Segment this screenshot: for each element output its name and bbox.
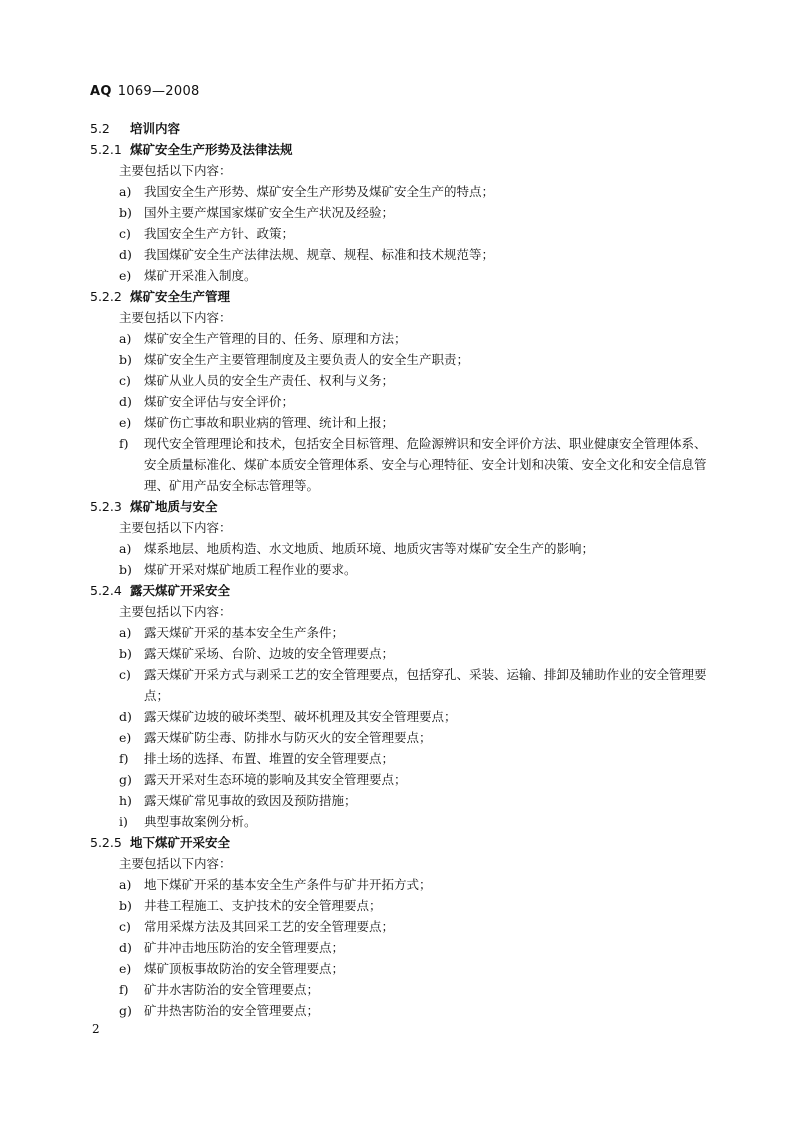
list-item-text: 煤系地层、地质构造、水文地质、地质环境、地质灾害等对煤矿安全生产的影响； — [144, 541, 595, 556]
list-marker: d) — [119, 940, 132, 955]
list-item — [90, 559, 715, 580]
list-item — [90, 769, 715, 790]
document-body — [90, 118, 715, 1021]
list-item-text: 露天煤矿防尘毒、防排水与防灭火的安全管理要点； — [144, 730, 432, 745]
list-item — [90, 223, 715, 244]
section-heading — [90, 118, 715, 139]
list-marker: a) — [119, 541, 132, 556]
list-item — [90, 895, 715, 916]
list-item — [90, 937, 715, 958]
section-heading — [90, 580, 715, 601]
section-heading — [90, 496, 715, 517]
list-item — [90, 181, 715, 202]
section-heading — [90, 139, 715, 160]
section-number: 5.2 — [90, 121, 110, 136]
list-item-text: 煤矿安全生产管理的目的、任务、原理和方法； — [144, 331, 407, 346]
list-item — [90, 328, 715, 349]
list-item-text: 排土场的选择、布置、堆置的安全管理要点； — [144, 751, 395, 766]
list-marker: a) — [119, 331, 132, 346]
list-item-text: 煤矿开采准入制度。 — [144, 268, 257, 283]
list-item — [90, 1000, 715, 1021]
list-item — [90, 979, 715, 1000]
page-number: 2 — [92, 1022, 100, 1036]
list-item-text: 露天煤矿开采方式与剥采工艺的安全管理要点，包括穿孔、采装、运输、排卸及辅助作业的安全管理要点； — [144, 667, 707, 703]
section-title: 煤矿安全生产形势及法律法规 — [130, 142, 293, 157]
list-item-text: 煤矿从业人员的安全生产责任、权利与义务； — [144, 373, 395, 388]
section-intro: 主要包括以下内容： — [119, 310, 232, 325]
list-item — [90, 433, 715, 496]
list-item-text: 现代安全管理理论和技术，包括安全目标管理、危险源辨识和安全评价方法、职业健康安全管理体系、安全质量标准化、煤矿本质安全管理体系、安全与心理特征、安全计划和决策、安全文化和安全信息管理、矿用产品安全标志管理等。 — [144, 436, 707, 493]
list-item — [90, 265, 715, 286]
section-number: 5.2.5 — [90, 835, 122, 850]
list-marker: c) — [119, 373, 131, 388]
section-title: 煤矿地质与安全 — [130, 499, 218, 514]
standard-code: AQ — [90, 84, 112, 99]
list-marker: f) — [119, 982, 129, 997]
list-item — [90, 349, 715, 370]
list-item-text: 典型事故案例分析。 — [144, 814, 257, 829]
list-item-text: 常用采煤方法及其回采工艺的安全管理要点； — [144, 919, 395, 934]
list-item-text: 露天煤矿常见事故的致因及预防措施； — [144, 793, 357, 808]
list-marker: d) — [119, 709, 132, 724]
list-marker: i) — [119, 814, 128, 829]
list-item-text: 露天煤矿开采的基本安全生产条件； — [144, 625, 345, 640]
list-item — [90, 412, 715, 433]
list-item-text: 煤矿开采对煤矿地质工程作业的要求。 — [144, 562, 357, 577]
list-item — [90, 706, 715, 727]
section-title: 培训内容 — [130, 121, 181, 136]
list-marker: e) — [119, 415, 132, 430]
list-marker: a) — [119, 625, 132, 640]
section-title: 地下煤矿开采安全 — [130, 835, 231, 850]
section-number: 5.2.3 — [90, 499, 122, 514]
list-marker: f) — [119, 751, 129, 766]
list-marker: d) — [119, 247, 132, 262]
list-marker: h) — [119, 793, 132, 808]
section-title: 煤矿安全生产管理 — [130, 289, 231, 304]
list-marker: c) — [119, 226, 131, 241]
list-item-text: 国外主要产煤国家煤矿安全生产状况及经验； — [144, 205, 395, 220]
list-marker: b) — [119, 898, 132, 913]
section-intro: 主要包括以下内容： — [119, 520, 232, 535]
list-marker: c) — [119, 919, 131, 934]
list-item-text: 露天煤矿采场、台阶、边坡的安全管理要点； — [144, 646, 395, 661]
list-item-text: 露天开采对生态环境的影响及其安全管理要点； — [144, 772, 407, 787]
list-item — [90, 538, 715, 559]
section-number: 5.2.2 — [90, 289, 122, 304]
list-item-text: 井巷工程施工、支护技术的安全管理要点； — [144, 898, 382, 913]
list-item — [90, 811, 715, 832]
standard-number: 1069—2008 — [117, 84, 200, 99]
list-marker: c) — [119, 667, 131, 682]
section-intro: 主要包括以下内容： — [119, 856, 232, 871]
list-item-text: 我国煤矿安全生产法律法规、规章、规程、标准和技术规范等； — [144, 247, 495, 262]
list-marker: b) — [119, 205, 132, 220]
list-item-text: 煤矿安全生产主要管理制度及主要负责人的安全生产职责； — [144, 352, 470, 367]
list-item — [90, 202, 715, 223]
list-marker: e) — [119, 961, 132, 976]
list-item-text: 露天煤矿边坡的破坏类型、破坏机理及其安全管理要点； — [144, 709, 457, 724]
list-item-text: 煤矿安全评估与安全评价； — [144, 394, 295, 409]
section-heading — [90, 286, 715, 307]
list-marker: e) — [119, 268, 132, 283]
list-item — [90, 643, 715, 664]
list-item — [90, 370, 715, 391]
list-item — [90, 748, 715, 769]
section-number: 5.2.1 — [90, 142, 122, 157]
list-marker: b) — [119, 646, 132, 661]
list-marker: a) — [119, 877, 132, 892]
list-item — [90, 874, 715, 895]
list-item-text: 矿井冲击地压防治的安全管理要点； — [144, 940, 345, 955]
list-item-text: 我国安全生产方针、政策； — [144, 226, 295, 241]
standard-header — [90, 84, 200, 99]
section-title: 露天煤矿开采安全 — [130, 583, 231, 598]
list-item — [90, 790, 715, 811]
list-item — [90, 244, 715, 265]
section-intro: 主要包括以下内容： — [119, 604, 232, 619]
list-item-text: 地下煤矿开采的基本安全生产条件与矿井开拓方式； — [144, 877, 432, 892]
list-item-text: 矿井热害防治的安全管理要点； — [144, 1003, 320, 1018]
list-marker: e) — [119, 730, 132, 745]
section-intro: 主要包括以下内容： — [119, 163, 232, 178]
list-marker: f) — [119, 436, 129, 451]
list-marker: g) — [119, 1003, 132, 1018]
list-marker: g) — [119, 772, 132, 787]
list-item — [90, 958, 715, 979]
section-heading — [90, 832, 715, 853]
list-item-text: 我国安全生产形势、煤矿安全生产形势及煤矿安全生产的特点； — [144, 184, 495, 199]
list-item — [90, 916, 715, 937]
list-item — [90, 727, 715, 748]
list-item — [90, 391, 715, 412]
list-item — [90, 664, 715, 706]
list-marker: d) — [119, 394, 132, 409]
section-number: 5.2.4 — [90, 583, 122, 598]
list-item — [90, 622, 715, 643]
list-marker: b) — [119, 352, 132, 367]
list-item-text: 煤矿伤亡事故和职业病的管理、统计和上报； — [144, 415, 395, 430]
list-marker: a) — [119, 184, 132, 199]
list-marker: b) — [119, 562, 132, 577]
list-item-text: 矿井水害防治的安全管理要点； — [144, 982, 320, 997]
list-item-text: 煤矿顶板事故防治的安全管理要点； — [144, 961, 345, 976]
